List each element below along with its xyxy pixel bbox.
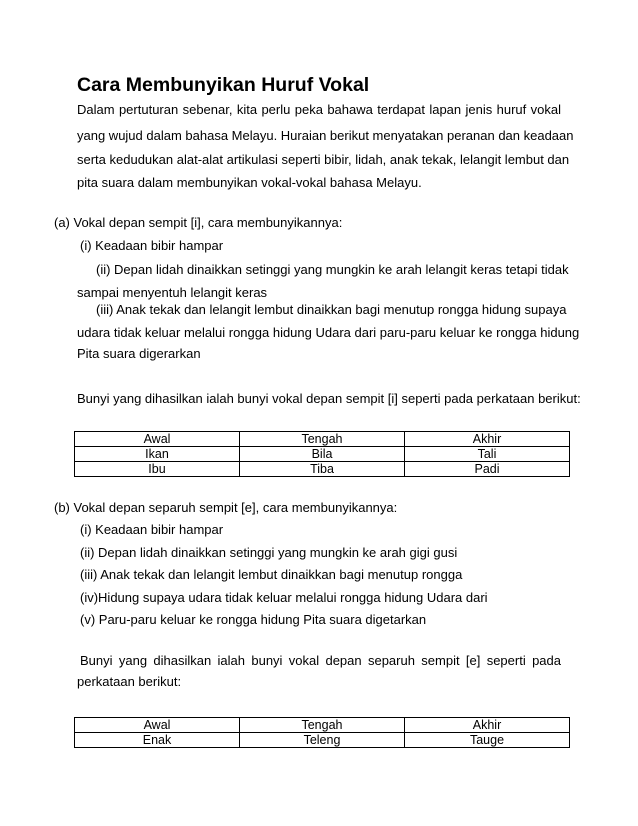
column-header-awal: Awal (75, 432, 240, 447)
vowel-e-table (74, 717, 570, 748)
table-cell: Teleng (240, 733, 405, 748)
vowel-i-table (74, 431, 570, 477)
table-cell: Padi (405, 462, 570, 477)
column-header-akhir: Akhir (405, 432, 570, 447)
section-b-item-v: (v) Paru-paru keluar ke rongga hidung Pita suara digetarkan (80, 612, 427, 627)
section-a-item-ii-cont: sampai menyentuh lelangit keras (77, 285, 268, 300)
page-title: Cara Membunyikan Huruf Vokal (77, 74, 370, 96)
section-a-item-i: (i) Keadaan bibir hampar (80, 238, 224, 253)
section-a-item-iii-cont: udara tidak keluar melalui rongga hidung Udara dari paru-paru keluar ke rongga hidung (77, 325, 580, 340)
table-cell: Ikan (75, 447, 240, 462)
column-header-akhir: Akhir (405, 718, 570, 733)
section-a-item-iii-cont2: Pita suara digerarkan (77, 346, 201, 361)
column-header-tengah: Tengah (240, 432, 405, 447)
table-cell: Enak (75, 733, 240, 748)
table-cell: Tali (405, 447, 570, 462)
section-b-result: Bunyi yang dihasilkan ialah bunyi vokal depan separuh sempit [e] seperti pada (80, 653, 561, 668)
section-a-heading: (a) Vokal depan sempit [i], cara membunyikannya: (54, 215, 343, 230)
table-row (75, 462, 570, 477)
section-a-item-iii: (iii) Anak tekak dan lelangit lembut dinaikkan bagi menutup rongga hidung supaya (96, 302, 567, 317)
table-cell: Tiba (240, 462, 405, 477)
table-header-row (75, 432, 570, 447)
table-cell: Tauge (405, 733, 570, 748)
intro-line-4: pita suara dalam membunyikan vokal-vokal bahasa Melayu. (77, 175, 422, 190)
table-row (75, 733, 570, 748)
table-cell: Bila (240, 447, 405, 462)
table-header-row (75, 718, 570, 733)
column-header-awal: Awal (75, 718, 240, 733)
table-row (75, 447, 570, 462)
section-a-item-ii: (ii) Depan lidah dinaikkan setinggi yang mungkin ke arah lelangit keras tetapi tidak (96, 262, 569, 277)
intro-line-1: Dalam pertuturan sebenar, kita perlu peka bahawa terdapat lapan jenis huruf vokal (77, 102, 561, 117)
section-a-result: Bunyi yang dihasilkan ialah bunyi vokal depan sempit [i] seperti pada perkataan berikut: (77, 391, 581, 406)
section-b-heading: (b) Vokal depan separuh sempit [e], cara membunyikannya: (54, 500, 398, 515)
section-b-result-cont: perkataan berikut: (77, 674, 182, 689)
intro-line-3: serta kedudukan alat-alat artikulasi seperti bibir, lidah, anak tekak, lelangit lembut dan (77, 152, 570, 167)
intro-line-2: yang wujud dalam bahasa Melayu. Huraian berikut menyatakan peranan dan keadaan (77, 128, 574, 143)
section-b-item-ii: (ii) Depan lidah dinaikkan setinggi yang mungkin ke arah gigi gusi (80, 545, 458, 560)
section-b-item-iv: (iv)Hidung supaya udara tidak keluar melalui rongga hidung Udara dari (80, 590, 488, 605)
table-cell: Ibu (75, 462, 240, 477)
section-b-item-iii: (iii) Anak tekak dan lelangit lembut dinaikkan bagi menutup rongga (80, 567, 463, 582)
section-b-item-i: (i) Keadaan bibir hampar (80, 522, 224, 537)
column-header-tengah: Tengah (240, 718, 405, 733)
